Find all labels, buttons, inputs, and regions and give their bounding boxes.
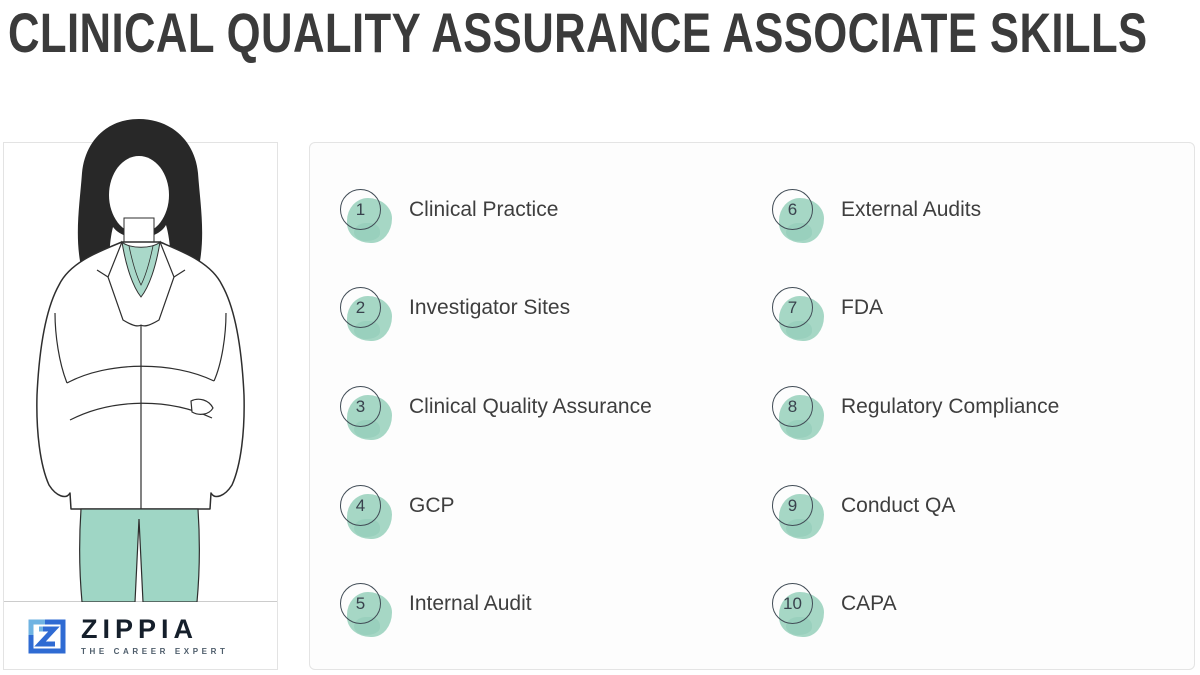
number-badge-icon (340, 189, 396, 245)
badge-number: 8 (772, 386, 813, 427)
badge-number: 1 (340, 189, 381, 230)
badge-number: 9 (772, 485, 813, 526)
pants-shape (80, 509, 200, 602)
number-badge-icon (772, 287, 828, 343)
woman-lab-coat-illustration (3, 115, 278, 602)
skills-card (309, 142, 1195, 670)
brand-name: ZIPPIA (81, 613, 199, 644)
number-badge-icon (340, 583, 396, 639)
badge-number: 7 (772, 287, 813, 328)
brand-footer (4, 601, 277, 669)
brand-tagline: THE CAREER EXPERT (81, 646, 229, 656)
badge-number: 3 (340, 386, 381, 427)
skill-label: GCP (409, 493, 455, 517)
number-badge-icon (340, 386, 396, 442)
badge-number: 2 (340, 287, 381, 328)
skill-label: CAPA (841, 591, 897, 615)
skill-label: External Audits (841, 197, 982, 221)
number-badge-icon (340, 287, 396, 343)
badge-number: 5 (340, 583, 381, 624)
skill-label: Investigator Sites (409, 295, 571, 319)
badge-number: 10 (772, 583, 813, 624)
skill-label: FDA (841, 295, 883, 319)
skill-label: Internal Audit (409, 591, 532, 615)
skill-label: Regulatory Compliance (841, 394, 1060, 418)
number-badge-icon (772, 485, 828, 541)
skill-label: Clinical Quality Assurance (409, 394, 652, 418)
skill-label: Conduct QA (841, 493, 956, 517)
zippia-logo-icon (26, 615, 68, 657)
page-title: CLINICAL QUALITY ASSURANCE ASSOCIATE SKILLS (8, 1, 1148, 64)
brand-wordmark (81, 613, 229, 656)
skill-label: Clinical Practice (409, 197, 559, 221)
number-badge-icon (772, 189, 828, 245)
number-badge-icon (772, 583, 828, 639)
number-badge-icon (340, 485, 396, 541)
badge-number: 6 (772, 189, 813, 230)
badge-number: 4 (340, 485, 381, 526)
number-badge-icon (772, 386, 828, 442)
